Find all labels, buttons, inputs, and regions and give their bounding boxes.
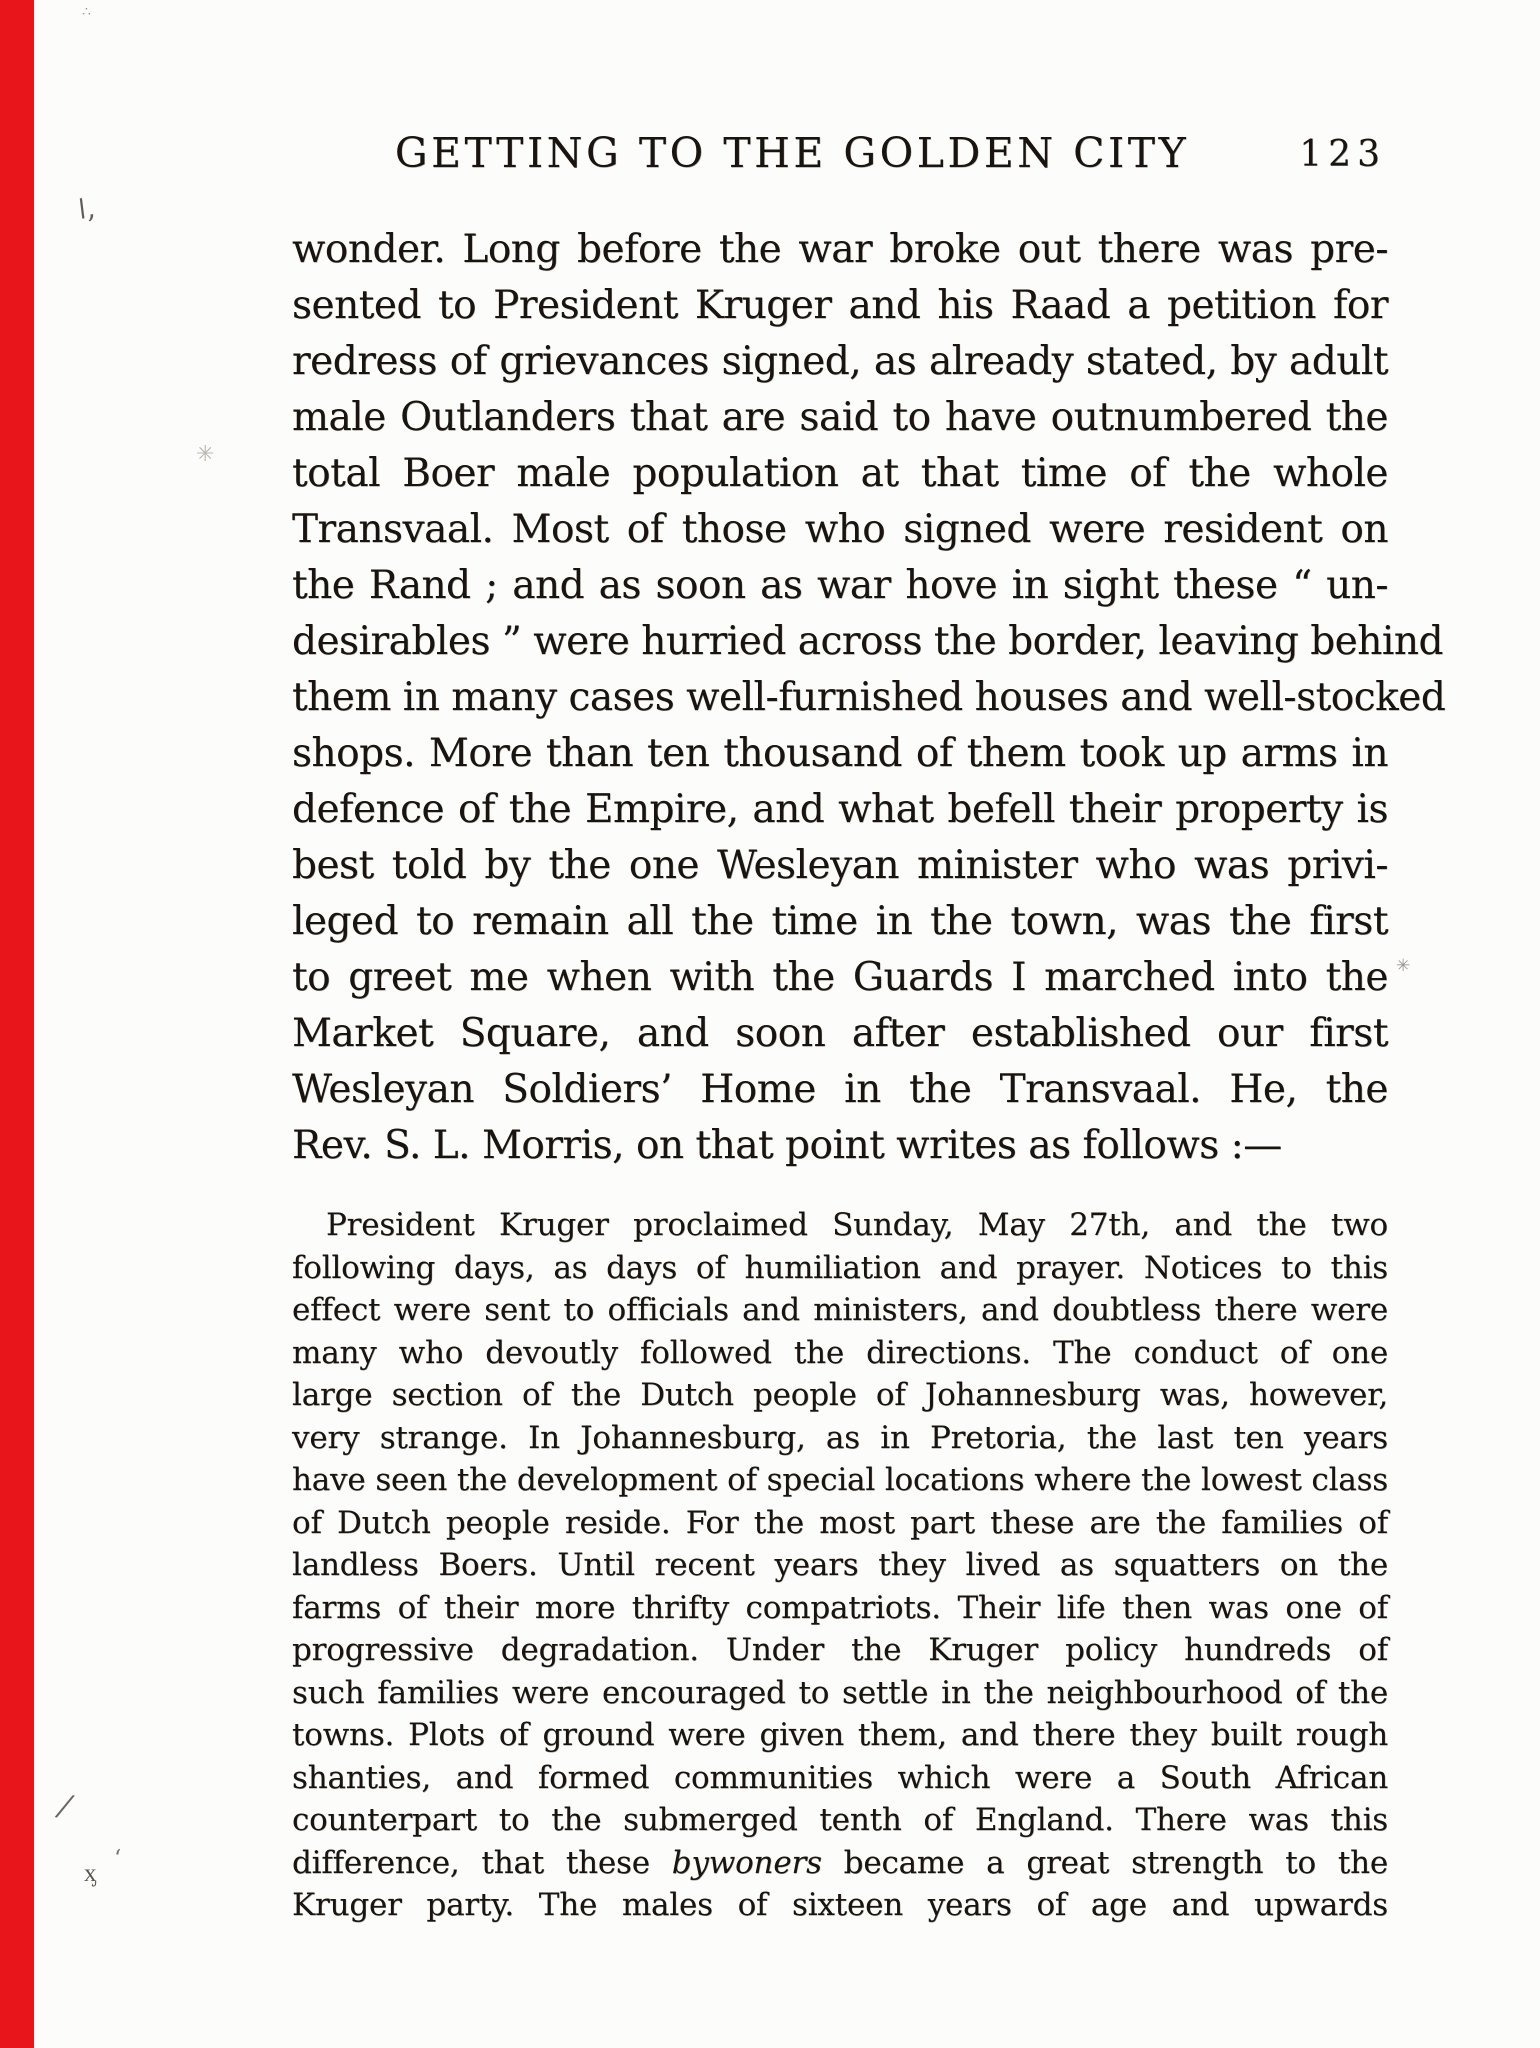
- text-line: leged to remain all the time in the town, was the first: [292, 899, 1388, 944]
- text-line: desirables ” were hurried across the border, leaving behind: [292, 619, 1443, 664]
- text-line: male Outlanders that are said to have outnumbered the: [292, 395, 1388, 440]
- ink-speck: ǀ,: [76, 191, 98, 226]
- text-line: President Kruger proclaimed Sunday, May 27th, and the two: [326, 1207, 1388, 1243]
- text-line: large section of the Dutch people of Johannesburg was, however,: [292, 1377, 1388, 1413]
- text-line: shanties, and formed communities which were a South African: [292, 1759, 1388, 1796]
- ink-speck: ⁄: [59, 1787, 70, 1827]
- text-segment: difference, that these: [292, 1844, 672, 1881]
- text-line: total Boer male population at that time of the whole: [292, 451, 1388, 496]
- text-line: landless Boers. Until recent years they lived as squatters on the: [292, 1547, 1388, 1583]
- text-line: progressive degradation. Under the Kruger policy hundreds of: [292, 1632, 1388, 1668]
- running-header: [292, 122, 1388, 184]
- text-line: to greet me when with the Guards I marched into the: [292, 955, 1388, 1000]
- text-line: wonder. Long before the war broke out there was pre-: [292, 227, 1388, 272]
- text-line: of Dutch people reside. For the most part these are the families of: [292, 1504, 1388, 1541]
- text-line: farms of their more thrifty compatriots. Their life then was one of: [292, 1589, 1388, 1626]
- ink-speck: ∴: [82, 4, 91, 20]
- text-line: Wesleyan Soldiers’ Home in the Transvaal. He, the: [292, 1067, 1388, 1112]
- text-line: Market Square, and soon after established our first: [292, 1011, 1388, 1056]
- text-line: such families were encouraged to settle in the neighbourhood of the: [292, 1674, 1388, 1711]
- main-paragraph: [292, 222, 1446, 1174]
- text-line: very strange. In Johannesburg, as in Pretoria, the last ten years: [292, 1419, 1388, 1456]
- text-line: effect were sent to officials and ministers, and doubtless there were: [292, 1292, 1388, 1328]
- ink-speck: ʻ: [114, 1846, 122, 1872]
- text-line: have seen the development of special locations where the lowest class: [292, 1462, 1388, 1498]
- page-title: GETTING TO THE GOLDEN CITY: [394, 129, 1190, 177]
- page-number: 123: [1299, 134, 1386, 175]
- italic-word: bywoners: [671, 1844, 822, 1881]
- block-quote: [292, 1204, 1388, 1927]
- text-line: sented to President Kruger and his Raad a petition for: [292, 283, 1388, 328]
- text-line: Rev. S. L. Morris, on that point writes as follows :—: [292, 1123, 1282, 1168]
- text-line: counterpart to the submerged tenth of England. There was this: [292, 1802, 1388, 1838]
- text-line: best told by the one Wesleyan minister who was privi-: [292, 843, 1388, 888]
- text-line: Transvaal. Most of those who signed were resident on: [292, 507, 1388, 552]
- text-line: towns. Plots of ground were given them, and there they built rough: [292, 1717, 1388, 1753]
- text-column: [292, 0, 1446, 2048]
- text-line: [292, 1842, 1388, 1885]
- book-edge-strip: [0, 0, 34, 2048]
- text-line: shops. More than ten thousand of them took up arms in: [292, 731, 1388, 776]
- text-line: the Rand ; and as soon as war hove in sight these “ un-: [292, 563, 1388, 608]
- text-line: redress of grievances signed, as already stated, by adult: [292, 339, 1388, 384]
- ink-speck: ᶍ: [84, 1858, 97, 1887]
- ink-speck: ✳: [196, 442, 215, 467]
- text-line: following days, as days of humiliation and prayer. Notices to this: [292, 1249, 1388, 1286]
- text-line: many who devoutly followed the directions. The conduct of one: [292, 1334, 1388, 1371]
- text-segment: became a great strength to the: [821, 1844, 1388, 1881]
- ink-speck: ✳: [1396, 956, 1411, 976]
- text-line: defence of the Empire, and what befell their property is: [292, 787, 1388, 832]
- text-line: them in many cases well-furnished houses and well-stocked: [292, 675, 1446, 720]
- text-line: Kruger party. The males of sixteen years of age and upwards: [292, 1887, 1388, 1923]
